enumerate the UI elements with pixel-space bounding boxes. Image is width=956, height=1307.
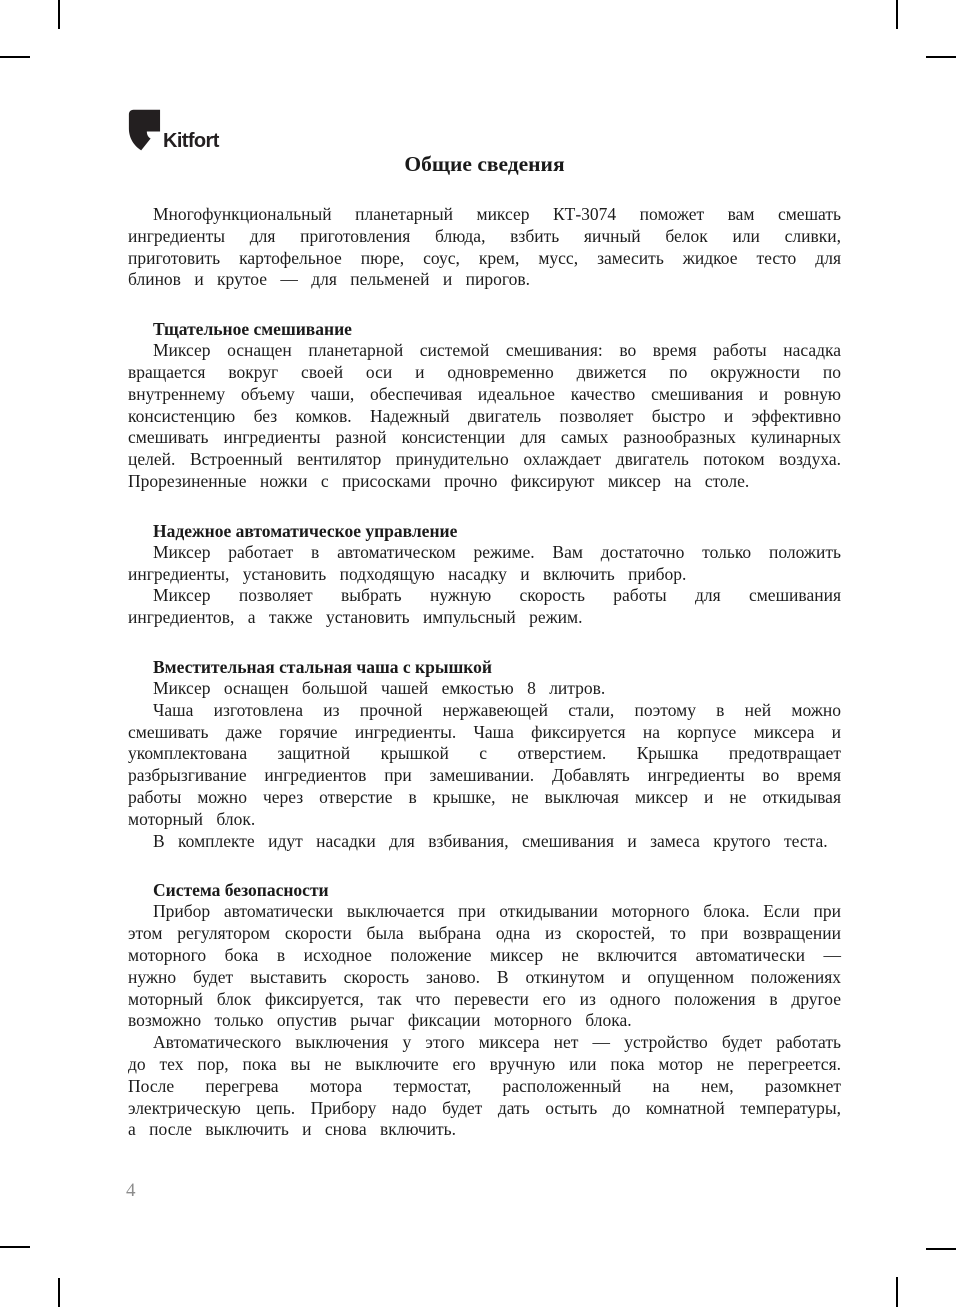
crop-mark-bottom-right-horizontal (926, 1248, 956, 1250)
section-heading: Вместительная стальная чаша с крышкой (153, 656, 492, 677)
crop-mark-top-right-vertical (896, 0, 898, 29)
section-paragraph: Чаша изготовлена из прочной нержавеющей стали, поэтому в ней можно смешивать даже горячие ингредиенты. Чаша фиксируется на корпусе миксера и укомплектована защитной крышкой с отверстием. Крышка предотвращает разбрызгивание ингредиентов при замешивании. Добавлять ингредиенты во время работы можно через отверстие в крышке, не выключая миксер и не откидывая моторный блок. (128, 699, 841, 829)
page-title: Общие сведения (404, 152, 565, 176)
section-paragraph: Миксер оснащен большой чашей емкостью 8 литров. (153, 677, 606, 698)
section-heading: Надежное автоматическое управление (153, 520, 458, 541)
section-steel-bowl (128, 656, 841, 852)
section-thorough-mixing (128, 318, 841, 493)
section-automatic-control (128, 520, 841, 629)
section-heading: Система безопасности (153, 880, 329, 901)
page-number: 4 (126, 1180, 136, 1201)
section-paragraph: Миксер позволяет выбрать нужную скорость работы для смешивания ингредиентов, а также установить импульсный режим. (128, 585, 841, 628)
section-paragraph: Миксер оснащен планетарной системой смешивания: во время работы насадка вращается вокруг своей оси и одновременно движется по окружности по внутреннему объему чаши, обеспечивая идеальное качество смешивания и ровную консистенцию без комков. Надежный двигатель позволяет быстро и эффективно смешивать ингредиенты разной консистенции для самых разнообразных кулинарных целей. Встроенный вентилятор принудительно охлаждает двигатель потоком воздуха. Прорезиненные ножки с присосками прочно фиксируют миксер на столе. (128, 340, 841, 491)
brand-name: Kitfort (163, 130, 219, 152)
crop-mark-top-left-horizontal (0, 56, 30, 58)
crop-mark-bottom-right-vertical (896, 1277, 898, 1307)
intro-paragraph: Многофункциональный планетарный миксер КТ-3074 поможет вам смешать ингредиенты для приготовления блюда, взбить яичный белок или сливки, приготовить картофельное пюре, соус, крем, мусс, замесить жидкое тесто для блинов и крутое — для пельменей и пирогов. (128, 204, 841, 290)
crop-mark-top-left-vertical (58, 0, 60, 29)
section-paragraph: Прибор автоматически выключается при откидывании моторного блока. Если при этом регулятором скорости была выбрана одна из скоростей, то при возвращении моторного бока в исходное положение миксер не включится автоматически — нужно будет выставить скорость заново. В откинутом и опущенном положениях моторный блок фиксируется, так что перевести его из одного положения в другое возможно только опустив рычаг фиксации моторного блока. (128, 901, 841, 1031)
crop-mark-bottom-left-horizontal (0, 1246, 30, 1248)
kitfort-logo-icon (127, 108, 161, 153)
section-paragraph: В комплекте идут насадки для взбивания, смешивания и замеса крутого теста. (153, 830, 828, 851)
crop-mark-bottom-left-vertical (58, 1278, 60, 1307)
document-content (128, 150, 841, 1141)
section-paragraph: Автоматического выключения у этого миксера нет — устройство будет работать до тех пор, пока вы не выключите его вручную или пока мотор не перегреется. После перегрева мотора термостат, расположенный на нем, разомкнет электрическую цепь. Прибору надо будет дать остыть до комнатной температуры, а после выключить и снова включить. (128, 1032, 841, 1140)
section-paragraph: Миксер работает в автоматическом режиме. Вам достаточно только положить ингредиенты, установить подходящую насадку и включить прибор. (128, 541, 841, 584)
crop-mark-top-right-horizontal (926, 56, 956, 58)
section-heading: Тщательное смешивание (153, 319, 352, 340)
section-safety-system (128, 879, 841, 1141)
brand-logo (127, 108, 219, 153)
